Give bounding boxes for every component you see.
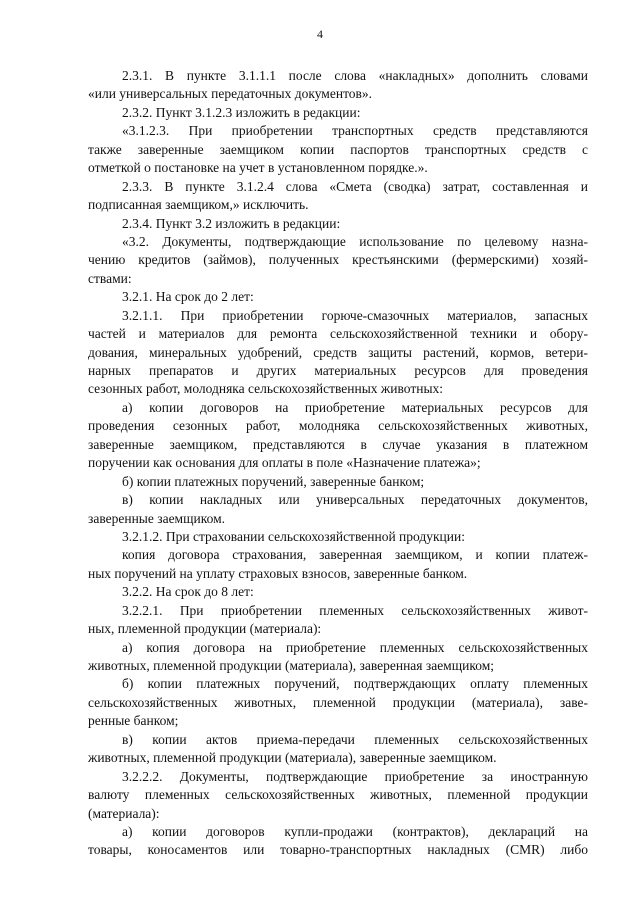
text-line-40: валюту племенных сельскохозяйственных животных, племенной продукции: [88, 787, 588, 803]
text-line-2: «или универсальных передаточных документов».: [88, 86, 373, 102]
text-line-17: нарных препаратов и других материальных ресурсов для проведения: [88, 363, 588, 378]
text-line-20: проведения сезонных работ, молодняка сельскохозяйственных животных,: [88, 418, 588, 434]
text-line-36: ренные банком;: [88, 713, 179, 729]
text-line-23: б) копии платежных поручений, заверенные банком;: [122, 473, 425, 489]
text-line-10: «3.2. Документы, подтверждающие использование по целевому назна-: [122, 233, 588, 249]
text-line-4: «3.1.2.3. При приобретении транспортных средств представляются: [122, 123, 588, 139]
text-line-14: 3.2.1.1. При приобретении горюче-смазочных материалов, запасных: [122, 307, 588, 323]
text-line-19: а) копии договоров на приобретение материальных ресурсов для: [122, 399, 588, 415]
text-line-43: товары, коносаментов или товарно-транспортных накладных (CMR) либо: [88, 842, 588, 858]
text-line-13: 3.2.1. На срок до 2 лет:: [122, 289, 254, 305]
text-line-3: 2.3.2. Пункт 3.1.2.3 изложить в редакции:: [122, 104, 361, 120]
text-line-28: ных поручений на уплату страховых взносов, заверенные банком.: [88, 565, 468, 581]
text-line-11: чению кредитов (займов), полученных крестьянскими (фермерскими) хозяй-: [88, 252, 588, 268]
text-line-12: ствами:: [88, 270, 132, 286]
text-line-31: ных, племенной продукции (материала):: [88, 621, 322, 637]
text-line-41: (материала):: [88, 805, 160, 821]
text-line-1: 2.3.1. В пункте 3.1.1.1 после слова «накладных» дополнить словами: [122, 68, 588, 83]
document-body: [88, 67, 588, 860]
text-line-18: сезонных работ, молодняка сельскохозяйственных животных:: [88, 381, 444, 397]
text-line-35: сельскохозяйственных животных, племенной продукции (материала), заве-: [88, 694, 588, 710]
text-line-21: заверенные заемщиком, представляются в случае указания в платежном: [88, 436, 588, 452]
text-line-25: заверенные заемщиком.: [88, 510, 226, 526]
text-line-38: животных, племенной продукции (материала), заверенные заемщиком.: [88, 750, 497, 766]
text-line-26: 3.2.1.2. При страховании сельскохозяйственной продукции:: [122, 528, 465, 544]
text-line-9: 2.3.4. Пункт 3.2 изложить в редакции:: [122, 215, 341, 231]
text-line-7: 2.3.3. В пункте 3.1.2.4 слова «Смета (сводка) затрат, составленная и: [122, 178, 588, 194]
text-line-39: 3.2.2.2. Документы, подтверждающие приобретение за иностранную: [122, 768, 588, 784]
text-line-24: в) копии накладных или универсальных передаточных документов,: [122, 492, 588, 508]
text-line-42: а) копии договоров купли-продажи (контрактов), деклараций на: [122, 823, 588, 839]
text-line-32: а) копия договора на приобретение племенных сельскохозяйственных: [122, 639, 588, 655]
text-line-5: также заверенные заемщиком копии паспортов транспортных средств с: [88, 141, 588, 157]
page-number: 4: [317, 27, 323, 41]
text-line-30: 3.2.2.1. При приобретении племенных сельскохозяйственных живот-: [122, 602, 588, 618]
text-line-37: в) копии актов приема-передачи племенных сельскохозяйственных: [122, 731, 588, 747]
text-line-16: дования, минеральных удобрений, средств защиты растений, кормов, ветери-: [88, 344, 588, 360]
text-line-8: подписанная заемщиком,» исключить.: [88, 197, 309, 213]
text-line-6: отметкой о постановке на учет в установленном порядке.».: [88, 160, 428, 176]
text-line-33: животных, племенной продукции (материала), заверенная заемщиком;: [88, 658, 495, 673]
text-line-27: копия договора страхования, заверенная заемщиком, и копии платеж-: [122, 547, 588, 563]
text-line-29: 3.2.2. На срок до 8 лет:: [122, 584, 254, 600]
text-line-34: б) копии платежных поручений, подтверждающих оплату племенных: [122, 676, 588, 692]
text-line-22: поручении как основания для оплаты в поле «Назначение платежа»;: [88, 455, 481, 471]
text-line-15: частей и материалов для ремонта сельскохозяйственной техники и обору-: [88, 326, 588, 342]
